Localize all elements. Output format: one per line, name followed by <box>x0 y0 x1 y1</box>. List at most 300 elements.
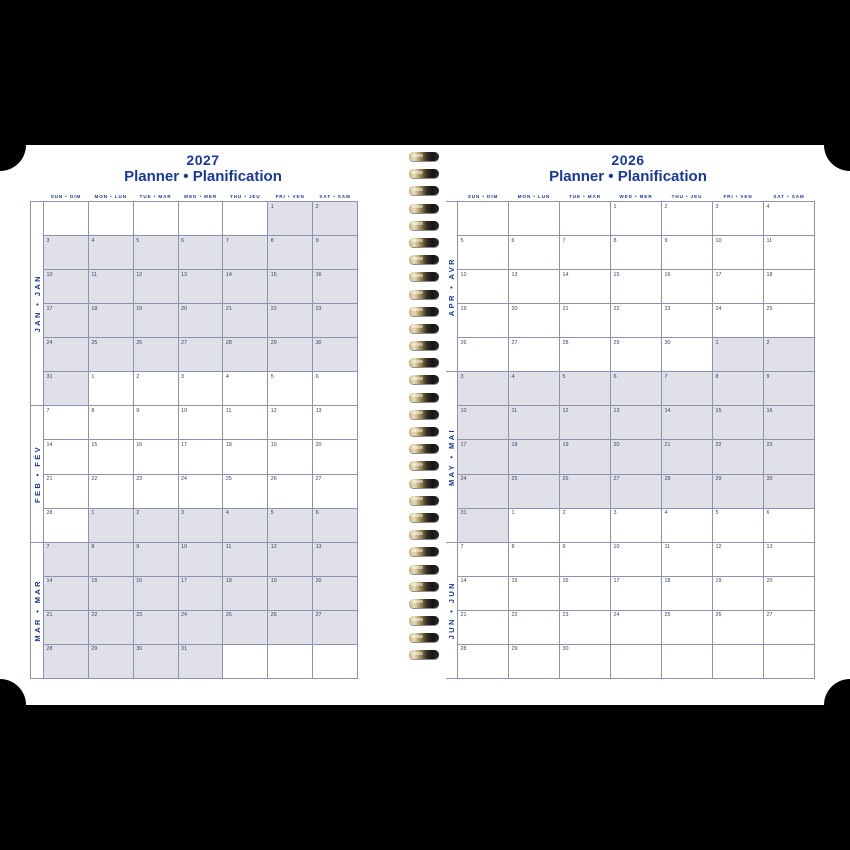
calendar-day-cell[interactable] <box>509 440 560 474</box>
calendar-day-cell[interactable] <box>764 202 815 236</box>
calendar-cell-empty[interactable] <box>458 202 509 236</box>
calendar-cell-empty[interactable] <box>662 644 713 678</box>
calendar-day-cell[interactable] <box>268 610 313 644</box>
calendar-day-cell[interactable] <box>611 372 662 406</box>
spiral-coil <box>409 512 441 525</box>
calendar-day-cell[interactable] <box>509 542 560 576</box>
calendar-day-cell[interactable] <box>764 338 815 372</box>
calendar-cell-empty[interactable] <box>223 644 268 678</box>
left-page-title: Planner • Planification <box>124 168 282 185</box>
calendar-day-cell[interactable] <box>44 372 89 406</box>
calendar-day-cell[interactable] <box>713 338 764 372</box>
day-number: 21 <box>460 612 467 619</box>
calendar-day-cell[interactable] <box>713 440 764 474</box>
calendar-day-cell[interactable] <box>458 508 509 542</box>
calendar-day-cell[interactable] <box>458 440 509 474</box>
day-number: 11 <box>766 237 773 244</box>
left-calendar-table <box>30 187 358 679</box>
calendar-week-row <box>31 304 358 338</box>
calendar-day-cell[interactable] <box>611 338 662 372</box>
calendar-day-cell[interactable] <box>223 406 268 440</box>
calendar-day-cell[interactable] <box>662 236 713 270</box>
calendar-cell-empty[interactable] <box>268 644 313 678</box>
day-number: 27 <box>613 476 620 482</box>
calendar-day-cell[interactable] <box>611 270 662 304</box>
calendar-day-cell[interactable] <box>560 338 611 372</box>
calendar-day-cell[interactable] <box>223 474 268 508</box>
calendar-day-cell[interactable] <box>223 542 268 576</box>
day-number: 17 <box>460 441 467 448</box>
calendar-day-cell[interactable] <box>88 270 133 304</box>
day-number: 20 <box>181 305 188 312</box>
calendar-day-cell[interactable] <box>662 610 713 644</box>
day-number: 30 <box>136 646 143 653</box>
day-number: 2 <box>664 203 668 210</box>
day-number: 16 <box>766 407 773 414</box>
day-number: 11 <box>511 407 518 414</box>
day-number: 17 <box>715 271 722 278</box>
day-number: 3 <box>181 373 185 380</box>
day-number: 4 <box>225 373 229 380</box>
day-number: 9 <box>562 544 566 551</box>
calendar-cell-empty[interactable] <box>313 644 358 678</box>
spiral-coil <box>409 426 441 439</box>
calendar-day-cell[interactable] <box>458 576 509 610</box>
calendar-day-cell[interactable] <box>268 338 313 372</box>
calendar-day-cell[interactable] <box>44 236 89 270</box>
weekday-header: THU • JEU <box>671 194 703 199</box>
spiral-coil <box>409 374 441 387</box>
day-number: 15 <box>270 271 277 278</box>
calendar-day-cell[interactable] <box>509 644 560 678</box>
calendar-day-cell[interactable] <box>560 576 611 610</box>
calendar-day-cell[interactable] <box>662 542 713 576</box>
calendar-day-cell[interactable] <box>313 202 358 236</box>
calendar-day-cell[interactable] <box>133 474 178 508</box>
calendar-day-cell[interactable] <box>764 542 815 576</box>
calendar-day-cell[interactable] <box>44 270 89 304</box>
calendar-day-cell[interactable] <box>268 406 313 440</box>
day-number: 28 <box>46 510 53 517</box>
day-number: 24 <box>715 305 722 312</box>
calendar-day-cell[interactable] <box>88 644 133 678</box>
spiral-coil <box>409 632 441 645</box>
day-number: 21 <box>46 612 53 619</box>
calendar-day-cell[interactable] <box>509 576 560 610</box>
calendar-day-cell[interactable] <box>560 372 611 406</box>
calendar-day-cell[interactable] <box>611 576 662 610</box>
day-number: 8 <box>511 544 515 551</box>
calendar-day-cell[interactable] <box>458 406 509 440</box>
day-number: 13 <box>511 271 518 278</box>
calendar-cell-empty[interactable] <box>44 202 89 236</box>
calendar-day-cell[interactable] <box>560 406 611 440</box>
calendar-day-cell[interactable] <box>458 304 509 338</box>
day-number: 4 <box>511 373 515 380</box>
calendar-day-cell[interactable] <box>223 236 268 270</box>
month-label-column-header <box>31 187 44 202</box>
calendar-day-cell[interactable] <box>44 576 89 610</box>
calendar-cell-empty[interactable] <box>133 202 178 236</box>
calendar-day-cell[interactable] <box>560 610 611 644</box>
day-number: 25 <box>225 476 232 482</box>
day-number: 26 <box>270 476 277 482</box>
calendar-day-cell[interactable] <box>88 440 133 474</box>
calendar-day-cell[interactable] <box>178 270 223 304</box>
calendar-day-cell[interactable] <box>764 270 815 304</box>
calendar-day-cell[interactable] <box>178 576 223 610</box>
day-number: 12 <box>562 407 569 414</box>
day-number: 29 <box>613 339 620 346</box>
calendar-day-cell[interactable] <box>764 236 815 270</box>
calendar-day-cell[interactable] <box>268 508 313 542</box>
day-number: 8 <box>270 237 274 244</box>
calendar-day-cell[interactable] <box>713 610 764 644</box>
calendar-week-row <box>31 202 358 236</box>
calendar-week-row <box>31 576 358 610</box>
spiral-coil <box>409 478 441 491</box>
calendar-day-cell[interactable] <box>662 508 713 542</box>
calendar-day-cell[interactable] <box>178 236 223 270</box>
calendar-week-row <box>445 474 815 508</box>
calendar-day-cell[interactable] <box>88 474 133 508</box>
calendar-day-cell[interactable] <box>509 236 560 270</box>
calendar-day-cell[interactable] <box>268 236 313 270</box>
calendar-day-cell[interactable] <box>313 236 358 270</box>
day-number: 2 <box>562 510 566 517</box>
day-number: 15 <box>91 441 98 448</box>
month-label-text: JUN • JUN <box>446 581 456 640</box>
day-number: 24 <box>613 612 620 619</box>
calendar-day-cell[interactable] <box>611 202 662 236</box>
calendar-week-row <box>31 610 358 644</box>
calendar-day-cell[interactable] <box>458 644 509 678</box>
calendar-day-cell[interactable] <box>44 508 89 542</box>
calendar-week-row <box>445 338 815 372</box>
calendar-day-cell[interactable] <box>223 372 268 406</box>
calendar-day-cell[interactable] <box>178 406 223 440</box>
calendar-day-cell[interactable] <box>313 508 358 542</box>
day-number: 5 <box>562 373 566 380</box>
calendar-day-cell[interactable] <box>764 304 815 338</box>
day-number: 25 <box>511 476 518 482</box>
calendar-day-cell[interactable] <box>458 372 509 406</box>
day-number: 19 <box>715 578 722 585</box>
calendar-day-cell[interactable] <box>268 440 313 474</box>
calendar-day-cell[interactable] <box>560 440 611 474</box>
calendar-day-cell[interactable] <box>44 440 89 474</box>
calendar-day-cell[interactable] <box>662 304 713 338</box>
calendar-day-cell[interactable] <box>611 440 662 474</box>
spiral-coil <box>409 220 441 233</box>
day-number: 5 <box>270 373 274 380</box>
calendar-day-cell[interactable] <box>313 542 358 576</box>
day-number: 16 <box>136 441 143 448</box>
calendar-day-cell[interactable] <box>44 338 89 372</box>
month-label-text: FEB • FÉV <box>32 445 42 503</box>
day-number: 25 <box>91 339 98 346</box>
month-label-text: APR • AVR <box>446 257 456 317</box>
calendar-day-cell[interactable] <box>268 542 313 576</box>
day-number: 22 <box>91 612 98 619</box>
spiral-coil <box>409 529 441 542</box>
calendar-day-cell[interactable] <box>133 270 178 304</box>
spiral-coil <box>409 392 441 405</box>
spiral-coil <box>409 564 441 577</box>
calendar-day-cell[interactable] <box>313 372 358 406</box>
calendar-day-cell[interactable] <box>560 508 611 542</box>
calendar-day-cell[interactable] <box>223 270 268 304</box>
calendar-day-cell[interactable] <box>178 304 223 338</box>
calendar-day-cell[interactable] <box>88 406 133 440</box>
day-number: 7 <box>460 544 464 551</box>
calendar-cell-empty[interactable] <box>713 644 764 678</box>
calendar-day-cell[interactable] <box>764 406 815 440</box>
day-number: 11 <box>225 544 232 551</box>
calendar-day-cell[interactable] <box>611 236 662 270</box>
calendar-day-cell[interactable] <box>178 644 223 678</box>
right-calendar-table <box>444 187 815 679</box>
calendar-day-cell[interactable] <box>611 542 662 576</box>
spiral-coil <box>409 581 441 594</box>
calendar-day-cell[interactable] <box>178 542 223 576</box>
calendar-day-cell[interactable] <box>88 304 133 338</box>
calendar-day-cell[interactable] <box>133 542 178 576</box>
calendar-day-cell[interactable] <box>268 202 313 236</box>
calendar-day-cell[interactable] <box>611 508 662 542</box>
calendar-day-cell[interactable] <box>458 610 509 644</box>
day-number: 26 <box>136 339 143 346</box>
calendar-day-cell[interactable] <box>764 372 815 406</box>
calendar-day-cell[interactable] <box>313 304 358 338</box>
calendar-week-row <box>31 474 358 508</box>
calendar-day-cell[interactable] <box>44 644 89 678</box>
calendar-day-cell[interactable] <box>662 202 713 236</box>
calendar-day-cell[interactable] <box>713 236 764 270</box>
calendar-day-cell[interactable] <box>223 338 268 372</box>
calendar-day-cell[interactable] <box>44 406 89 440</box>
calendar-day-cell[interactable] <box>662 406 713 440</box>
day-number: 9 <box>136 407 140 414</box>
calendar-cell-empty[interactable] <box>611 644 662 678</box>
calendar-day-cell[interactable] <box>313 576 358 610</box>
day-number: 9 <box>315 237 319 244</box>
spiral-coil <box>409 151 441 164</box>
calendar-day-cell[interactable] <box>560 270 611 304</box>
calendar-day-cell[interactable] <box>662 372 713 406</box>
calendar-day-cell[interactable] <box>223 508 268 542</box>
calendar-day-cell[interactable] <box>662 338 713 372</box>
calendar-day-cell[interactable] <box>223 440 268 474</box>
day-number: 17 <box>181 578 188 585</box>
calendar-cell-empty[interactable] <box>509 202 560 236</box>
calendar-day-cell[interactable] <box>268 576 313 610</box>
calendar-day-cell[interactable] <box>223 304 268 338</box>
day-number: 23 <box>136 476 143 482</box>
month-label <box>445 202 458 372</box>
day-number: 10 <box>460 407 467 414</box>
day-number: 24 <box>46 339 53 346</box>
calendar-day-cell[interactable] <box>223 576 268 610</box>
calendar-day-cell[interactable] <box>133 440 178 474</box>
calendar-day-cell[interactable] <box>458 236 509 270</box>
calendar-day-cell[interactable] <box>178 474 223 508</box>
calendar-day-cell[interactable] <box>713 406 764 440</box>
calendar-day-cell[interactable] <box>268 474 313 508</box>
calendar-day-cell[interactable] <box>88 610 133 644</box>
calendar-day-cell[interactable] <box>458 474 509 508</box>
day-number: 18 <box>91 305 98 312</box>
calendar-day-cell[interactable] <box>662 576 713 610</box>
day-number: 7 <box>46 544 50 551</box>
day-number: 4 <box>91 237 95 244</box>
calendar-day-cell[interactable] <box>611 304 662 338</box>
calendar-day-cell[interactable] <box>560 304 611 338</box>
calendar-day-cell[interactable] <box>133 236 178 270</box>
calendar-week-row <box>31 338 358 372</box>
calendar-day-cell[interactable] <box>764 474 815 508</box>
calendar-day-cell[interactable] <box>313 270 358 304</box>
calendar-day-cell[interactable] <box>88 236 133 270</box>
calendar-day-cell[interactable] <box>133 406 178 440</box>
calendar-day-cell[interactable] <box>509 474 560 508</box>
calendar-cell-empty[interactable] <box>178 202 223 236</box>
calendar-day-cell[interactable] <box>560 644 611 678</box>
day-number: 6 <box>181 237 185 244</box>
day-number: 31 <box>181 646 188 653</box>
day-number: 31 <box>460 510 467 517</box>
day-number: 27 <box>315 476 322 482</box>
day-number: 3 <box>46 237 50 244</box>
calendar-day-cell[interactable] <box>178 610 223 644</box>
calendar-day-cell[interactable] <box>133 610 178 644</box>
calendar-day-cell[interactable] <box>509 508 560 542</box>
calendar-day-cell[interactable] <box>313 406 358 440</box>
day-number: 1 <box>511 510 515 517</box>
calendar-day-cell[interactable] <box>133 372 178 406</box>
calendar-day-cell[interactable] <box>178 338 223 372</box>
page-corner-bottom-left <box>0 679 26 705</box>
calendar-cell-empty[interactable] <box>223 202 268 236</box>
calendar-day-cell[interactable] <box>560 542 611 576</box>
day-number: 23 <box>664 305 671 312</box>
day-number: 9 <box>766 373 770 380</box>
calendar-day-cell[interactable] <box>133 304 178 338</box>
calendar-day-cell[interactable] <box>509 406 560 440</box>
day-number: 13 <box>766 544 773 551</box>
calendar-day-cell[interactable] <box>713 576 764 610</box>
weekday-header: WED • MER <box>183 194 218 199</box>
day-number: 8 <box>91 544 95 551</box>
calendar-day-cell[interactable] <box>44 542 89 576</box>
calendar-day-cell[interactable] <box>662 474 713 508</box>
calendar-day-cell[interactable] <box>662 440 713 474</box>
calendar-day-cell[interactable] <box>223 610 268 644</box>
calendar-week-row <box>31 406 358 440</box>
day-number: 16 <box>664 271 671 278</box>
calendar-day-cell[interactable] <box>133 644 178 678</box>
calendar-day-cell[interactable] <box>713 372 764 406</box>
calendar-day-cell[interactable] <box>560 236 611 270</box>
calendar-day-cell[interactable] <box>713 304 764 338</box>
calendar-day-cell[interactable] <box>764 610 815 644</box>
calendar-day-cell[interactable] <box>764 576 815 610</box>
calendar-day-cell[interactable] <box>88 542 133 576</box>
day-number: 19 <box>270 578 277 585</box>
calendar-day-cell[interactable] <box>88 508 133 542</box>
day-number: 30 <box>766 476 773 482</box>
calendar-day-cell[interactable] <box>611 474 662 508</box>
calendar-day-cell[interactable] <box>458 270 509 304</box>
calendar-day-cell[interactable] <box>178 372 223 406</box>
calendar-day-cell[interactable] <box>313 338 358 372</box>
calendar-day-cell[interactable] <box>560 474 611 508</box>
calendar-day-cell[interactable] <box>509 338 560 372</box>
calendar-day-cell[interactable] <box>713 202 764 236</box>
calendar-day-cell[interactable] <box>509 304 560 338</box>
calendar-day-cell[interactable] <box>88 372 133 406</box>
calendar-day-cell[interactable] <box>178 440 223 474</box>
calendar-day-cell[interactable] <box>268 372 313 406</box>
calendar-day-cell[interactable] <box>611 406 662 440</box>
calendar-day-cell[interactable] <box>313 610 358 644</box>
day-number: 15 <box>91 578 98 585</box>
calendar-cell-empty[interactable] <box>764 644 815 678</box>
day-number: 26 <box>270 612 277 619</box>
calendar-day-cell[interactable] <box>313 474 358 508</box>
day-number: 28 <box>225 339 232 346</box>
calendar-day-cell[interactable] <box>88 576 133 610</box>
calendar-day-cell[interactable] <box>458 542 509 576</box>
calendar-day-cell[interactable] <box>509 270 560 304</box>
calendar-day-cell[interactable] <box>268 304 313 338</box>
calendar-day-cell[interactable] <box>713 508 764 542</box>
calendar-day-cell[interactable] <box>509 372 560 406</box>
calendar-day-cell[interactable] <box>458 338 509 372</box>
calendar-day-cell[interactable] <box>713 542 764 576</box>
calendar-day-cell[interactable] <box>662 270 713 304</box>
calendar-day-cell[interactable] <box>509 610 560 644</box>
day-number: 13 <box>315 544 322 551</box>
day-number: 4 <box>766 203 770 210</box>
day-number: 20 <box>766 578 773 585</box>
calendar-day-cell[interactable] <box>44 304 89 338</box>
calendar-cell-empty[interactable] <box>560 202 611 236</box>
calendar-day-cell[interactable] <box>764 508 815 542</box>
calendar-cell-empty[interactable] <box>88 202 133 236</box>
day-number: 25 <box>766 305 773 312</box>
calendar-day-cell[interactable] <box>44 610 89 644</box>
calendar-day-cell[interactable] <box>764 440 815 474</box>
calendar-day-cell[interactable] <box>611 610 662 644</box>
day-number: 27 <box>181 339 188 346</box>
calendar-day-cell[interactable] <box>133 576 178 610</box>
calendar-day-cell[interactable] <box>178 508 223 542</box>
calendar-day-cell[interactable] <box>44 474 89 508</box>
day-number: 6 <box>613 373 617 380</box>
calendar-day-cell[interactable] <box>268 270 313 304</box>
calendar-day-cell[interactable] <box>713 474 764 508</box>
calendar-day-cell[interactable] <box>713 270 764 304</box>
right-page-year: 2026 <box>611 152 645 168</box>
calendar-day-cell[interactable] <box>133 338 178 372</box>
day-number: 12 <box>136 271 143 278</box>
calendar-day-cell[interactable] <box>133 508 178 542</box>
calendar-day-cell[interactable] <box>88 338 133 372</box>
calendar-day-cell[interactable] <box>313 440 358 474</box>
day-number: 1 <box>91 510 95 517</box>
day-number: 7 <box>46 407 50 414</box>
